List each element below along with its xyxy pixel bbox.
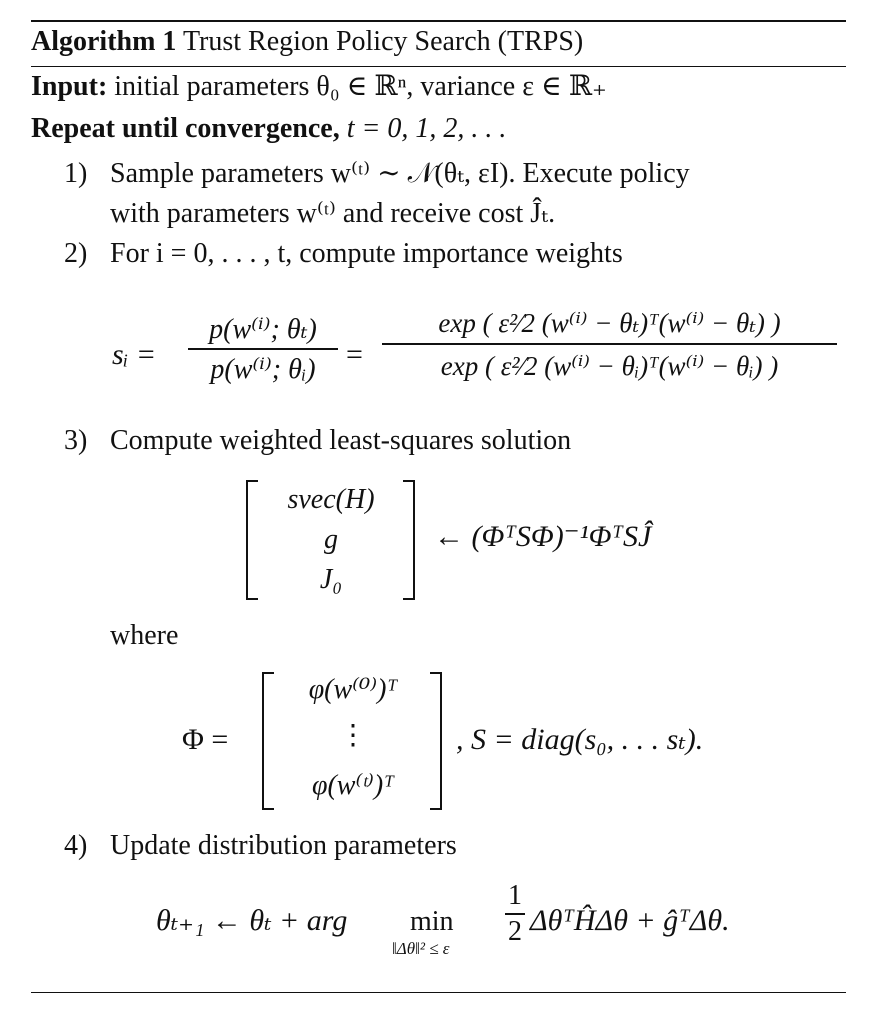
phi-row-3: φ(w⁽ᵗ⁾)ᵀ <box>311 770 395 801</box>
step-3-number: 3) <box>64 425 88 456</box>
ls-vec-row-3: J₀ <box>319 564 343 595</box>
step-1-line-1: Sample parameters w⁽ᵗ⁾ ∼ 𝒩(θₜ, εI). Execute policy <box>110 158 690 189</box>
algorithm-title <box>31 28 583 56</box>
repeat-line <box>31 115 506 143</box>
input-text: initial parameters θ₀ ∈ ℝⁿ, variance ε ∈ ℝ₊ <box>114 71 607 102</box>
algorithm-title-text: Trust Region Policy Search (TRPS) <box>182 26 584 57</box>
si-frac1-num: p(w⁽ⁱ⁾; θₜ) <box>209 314 317 345</box>
phi-rhs: , S = diag(s₀, . . . sₜ). <box>456 723 704 756</box>
repeat-text: t = 0, 1, 2, . . . <box>346 113 507 144</box>
phi-row-1: φ(w⁽⁰⁾)ᵀ <box>308 674 398 705</box>
update-rhs: ΔθᵀĤΔθ + ĝᵀΔθ. <box>530 904 730 937</box>
si-fraction-1 <box>188 316 338 384</box>
input-line <box>31 73 607 101</box>
si-equals: = <box>346 338 363 371</box>
step-2-line-1: For i = 0, . . . , t, compute importance weights <box>110 238 623 269</box>
algorithm-number: Algorithm 1 <box>31 26 177 57</box>
si-frac2-den: exp ( ε²⁄2 (w⁽ⁱ⁾ − θᵢ)ᵀ(w⁽ⁱ⁾ − θᵢ) ) <box>382 343 837 380</box>
update-min-constraint: ‖Δθ‖² ≤ ε <box>392 939 450 958</box>
ls-vec-row-1: svec(H) <box>287 484 375 515</box>
phi-left-bracket <box>262 672 274 810</box>
step-3-line-1: Compute weighted least-squares solution <box>110 425 572 456</box>
step-2-number: 2) <box>64 238 88 269</box>
si-frac2-num: exp ( ε²⁄2 (w⁽ⁱ⁾ − θₜ)ᵀ(w⁽ⁱ⁾ − θₜ) ) <box>438 308 781 338</box>
ls-right-bracket <box>403 480 415 600</box>
step-4-number: 4) <box>64 830 88 861</box>
step-1-number: 1) <box>64 158 88 189</box>
bottom-rule <box>31 992 846 993</box>
step-4-line-1: Update distribution parameters <box>110 830 457 861</box>
si-lhs: sᵢ = <box>112 338 157 371</box>
si-frac1-den: p(w⁽ⁱ⁾; θᵢ) <box>188 348 338 384</box>
step-1-line-2: with parameters w⁽ᵗ⁾ and receive cost Ĵₜ. <box>110 198 556 229</box>
phi-right-bracket <box>430 672 442 810</box>
update-half <box>505 882 525 946</box>
si-fraction-2 <box>382 310 837 380</box>
ls-vec-row-2: g <box>324 524 338 555</box>
update-half-num: 1 <box>508 880 522 911</box>
phi-lhs: Φ = <box>182 723 229 756</box>
ls-rhs: ← (ΦᵀSΦ)⁻¹ΦᵀSĴ <box>434 520 652 553</box>
ls-left-bracket <box>246 480 258 600</box>
update-half-den: 2 <box>505 913 525 946</box>
where-label: where <box>110 620 179 651</box>
update-min: min <box>410 906 454 937</box>
update-lhs: θₜ₊₁ ← θₜ + arg <box>156 904 348 937</box>
phi-row-2: ⋮ <box>339 720 367 751</box>
repeat-label: Repeat until convergence, <box>31 113 340 144</box>
input-label: Input: <box>31 71 108 102</box>
top-rule <box>31 20 846 22</box>
header-rule <box>31 66 846 67</box>
